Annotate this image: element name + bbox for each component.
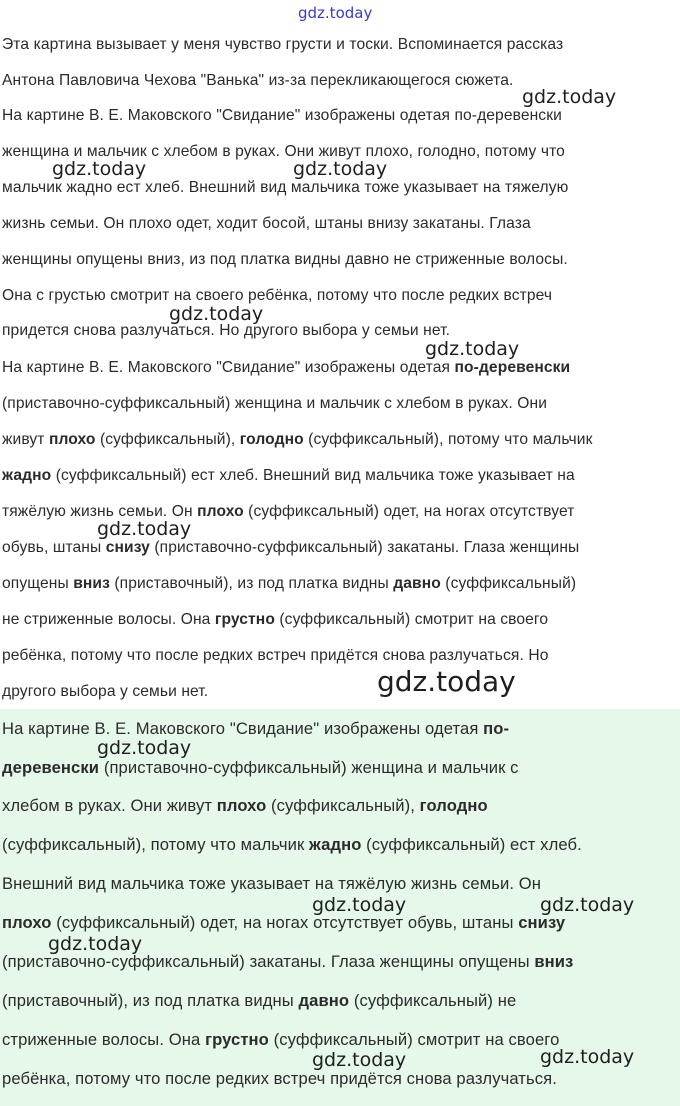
text-line: ребёнка, потому что после редких встреч придётся снова разлучаться. Но [2,647,549,664]
watermark: gdz.today [52,158,147,180]
text-line: На картине В. Е. Маковского "Свидание" изображены одетая по- [2,719,510,738]
text-line: Эта картина вызывает у меня чувство грусти и тоски. Вспоминается рассказ [2,36,564,53]
text-line: другого выбора у семьи нет. [2,683,209,700]
text-line: обувь, штаны снизу (приставочно-суффиксальный) закатаны. Глаза женщины [2,539,580,556]
text-line: женщины опущены вниз, из под платка видны давно не стриженные волосы. [2,251,568,268]
highlighted-word: жадно [2,467,52,484]
watermark: gdz.today [48,933,143,955]
text-line: (суффиксальный), потому что мальчик жадно (суффиксальный) ест хлеб. [2,835,582,854]
text-line: стриженные волосы. Она грустно (суффиксальный) смотрит на своего [2,1030,560,1049]
text-line: жадно (суффиксальный) ест хлеб. Внешний вид мальчика тоже указывает на [2,467,575,484]
watermark: gdz.today [312,894,407,916]
highlighted-word: снизу [518,913,566,932]
highlighted-word: грустно [205,1030,269,1049]
highlighted-word: плохо [2,913,52,932]
text-line: не стриженные волосы. Она грустно (суффиксальный) смотрит на своего [2,611,549,628]
text-line: Внешний вид мальчика тоже указывает на тяжёлую жизнь семьи. Он [2,874,542,893]
watermark: gdz.today [522,86,617,108]
highlighted-word: плохо [197,503,244,520]
highlighted-word: по-деревенски [454,359,571,376]
text-line: Она с грустью смотрит на своего ребёнка, потому что после редких встреч [2,287,553,304]
watermark: gdz.today [377,665,516,698]
text-line: тяжёлую жизнь семьи. Он плохо (суффиксальный) одет, на ногах отсутствует [2,503,575,520]
highlighted-word: плохо [216,796,267,815]
highlighted-word: голодно [239,431,304,448]
highlighted-word: деревенски [2,758,100,777]
highlighted-word: голодно [419,796,488,815]
text-line: хлебом в руках. Они живут плохо (суффиксальный), голодно [2,796,488,815]
watermark: gdz.today [425,338,520,360]
text-line: женщина и мальчик с хлебом в руках. Они живут плохо, голодно, потому что [2,143,565,160]
text-line: живут плохо (суффиксальный), голодно (суффиксальный), потому что мальчик [2,431,593,448]
text-line: деревенски (приставочно-суффиксальный) женщина и мальчик с [2,758,519,777]
text-line: Антона Павловича Чехова "Ванька" из-за перекликающегося сюжета. [2,72,514,89]
text-line: жизнь семьи. Он плохо одет, ходит босой, штаны внизу закатаны. Глаза [2,215,531,232]
text-line: опущены вниз (приставочный), из под платка видны давно (суффиксальный) [2,575,577,592]
highlighted-word: по- [483,719,510,738]
highlighted-word: вниз [73,575,110,592]
highlighted-word: давно [298,991,350,1010]
watermark: gdz.today [169,303,264,325]
text-line: (приставочно-суффиксальный) закатаны. Глаза женщины опущены вниз [2,952,574,971]
watermark: gdz.today [540,894,635,916]
watermark: gdz.today [97,737,192,759]
highlighted-word: плохо [48,431,96,448]
text-line: придется снова разлучаться. Но другого выбора у семьи нет. [2,322,451,339]
watermark: gdz.today [97,518,192,540]
text-line: мальчик жадно ест хлеб. Внешний вид мальчика тоже указывает на тяжелую [2,179,569,196]
text-line: (приставочно-суффиксальный) женщина и мальчик с хлебом в руках. Они [2,395,548,412]
highlighted-word: вниз [534,952,574,971]
text-line: плохо (суффиксальный) одет, на ногах отсутствует обувь, штаны снизу [2,913,566,932]
watermark: gdz.today [293,158,388,180]
text-line: На картине В. Е. Маковского "Свидание" изображены одетая по-деревенски [2,107,562,124]
watermark: gdz.today [540,1046,635,1068]
highlighted-word: давно [393,575,441,592]
text-line: На картине В. Е. Маковского "Свидание" изображены одетая по-деревенски [2,359,571,376]
text-line: (приставочный), из под платка видны давно (суффиксальный) не [2,991,517,1010]
watermark: gdz.today [312,1049,407,1071]
watermark: gdz.today [298,4,373,22]
highlighted-word: жадно [309,835,362,854]
text-line: ребёнка, потому что после редких встреч придётся снова разлучаться. [2,1069,557,1088]
highlighted-word: грустно [214,611,275,628]
highlighted-word: снизу [105,539,150,556]
